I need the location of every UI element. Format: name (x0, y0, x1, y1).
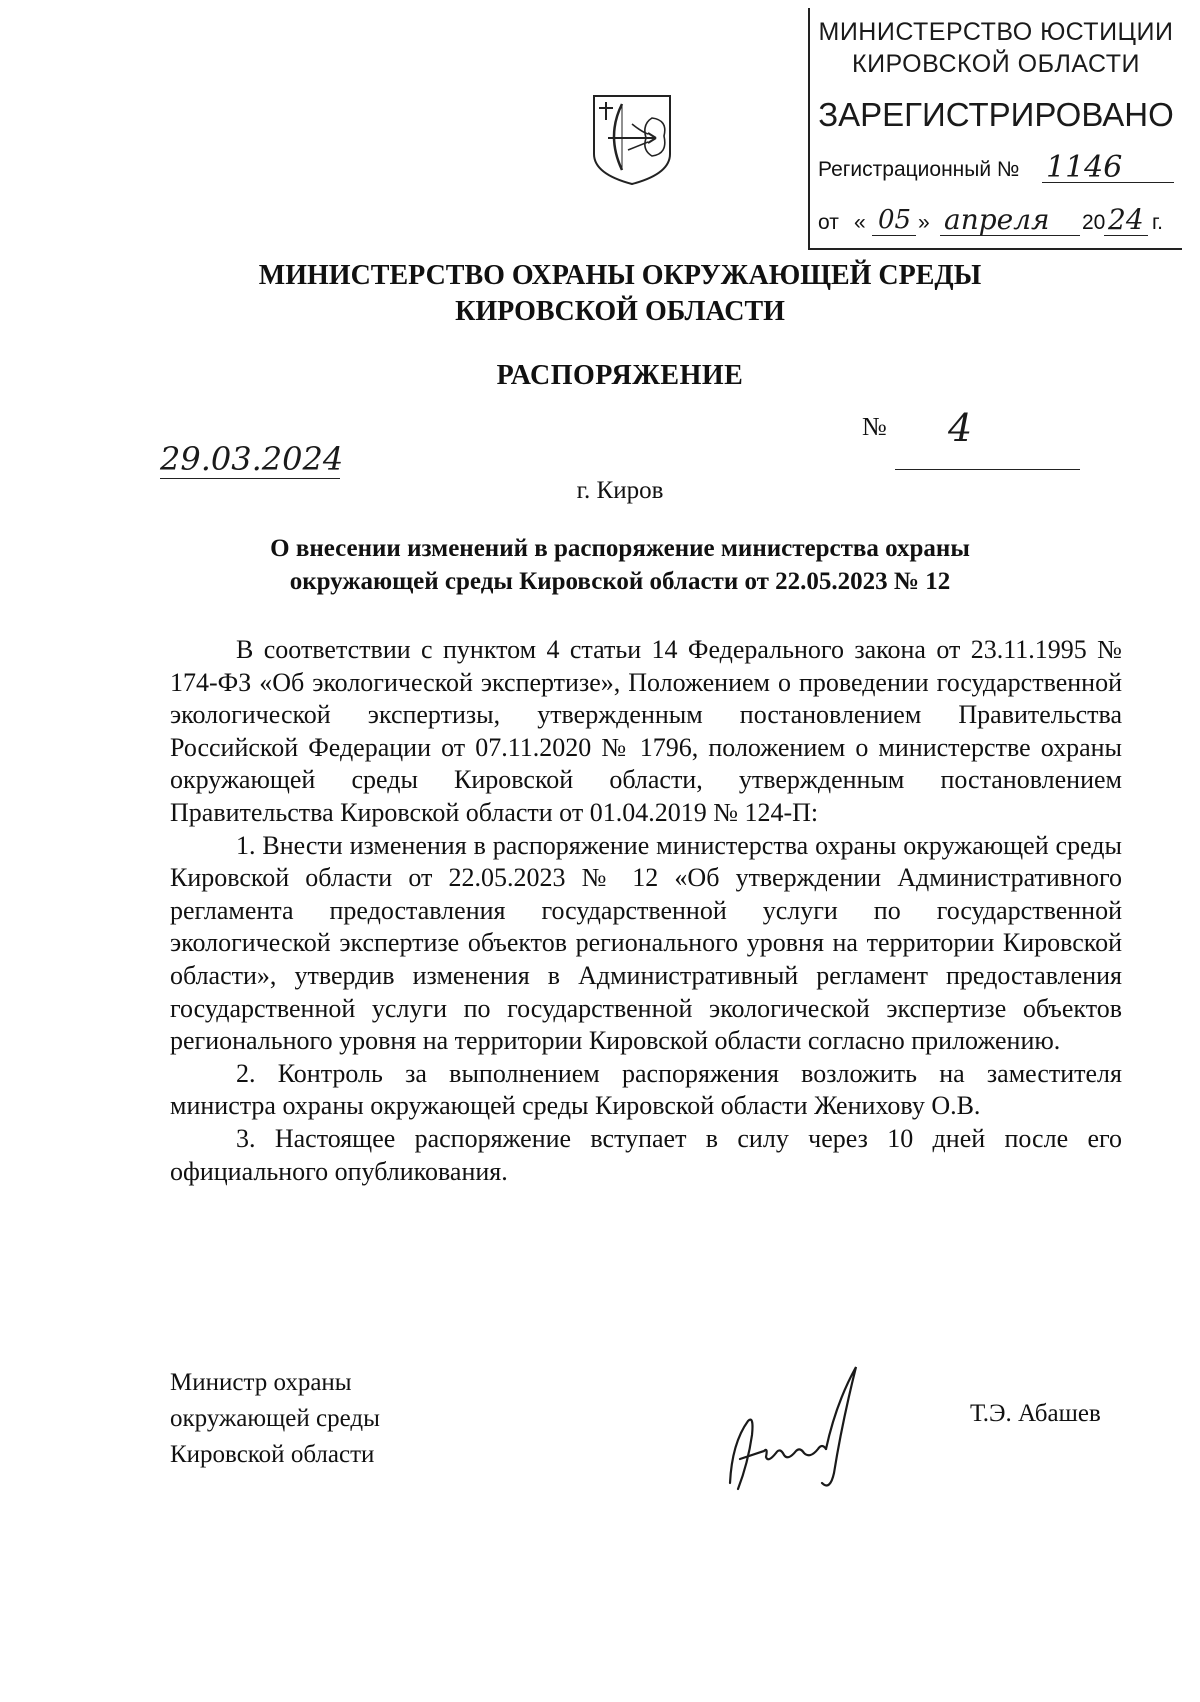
stamp-status: ЗАРЕГИСТРИРОВАНО (818, 96, 1174, 133)
document-number: 4 (948, 406, 973, 450)
document-number-label: № (862, 412, 887, 441)
signatory-position-line1: Министр охраны (170, 1369, 352, 1396)
signatory-name: Т.Э. Абашев (970, 1400, 1101, 1427)
stamp-ministry-line1: МИНИСТЕРСТВО ЮСТИЦИИ (818, 18, 1174, 46)
registration-stamp (808, 8, 1182, 250)
body-item-2: 2. Контроль за выполнением распоряжения возложить на заместителя министра охраны окружающей среды Кировской области Женихову О.В. (170, 1058, 1122, 1121)
stamp-year-prefix: 20 (1082, 211, 1106, 234)
body-preamble: В соответствии с пунктом 4 статьи 14 Федерального закона от 23.11.1995 № 174-ФЗ «Об экологической экспертизе», Положением о проведении государственной экологической экспертизы, утвержденным постановлением Правительства Российской Федерации от 07.11.2020 № 1796, положением о министерстве охраны окружающей среды Кировской области, утвержденным постановлением Правительства Кировской области от 01.04.2019 № 124-П: (170, 635, 1122, 827)
document-type: РАСПОРЯЖЕНИЕ (496, 360, 744, 391)
stamp-day-underline (872, 235, 916, 236)
ministry-name (120, 258, 1120, 330)
handwritten-signature (718, 1363, 868, 1503)
stamp-year-unit: г. (1152, 211, 1163, 234)
body-item-1: 1. Внести изменения в распоряжение министерства охраны окружающей среды Кировской области от 22.05.2023 № 12 «Об утверждении Административного регламента предоставления государственной услуги по государственной экологической экспертизе объектов регионального уровня на территории Кировской области», утвердив изменения в Административный регламент предоставления государственной услуги по государственной экологической экспертизе объектов регионального уровня на территории Кировской области согласно приложению. (170, 830, 1122, 1056)
document-body (170, 634, 1122, 1188)
document-number-underline (895, 469, 1080, 470)
stamp-quote-close: » (918, 211, 930, 234)
signatory-position-line3: Кировской области (170, 1441, 375, 1468)
signatory-position-line2: окружающей среды (170, 1405, 380, 1432)
stamp-ministry-line2: КИРОВСКОЙ ОБЛАСТИ (852, 50, 1140, 78)
stamp-day: 05 (878, 205, 912, 235)
document-subject-line2: окружающей среды Кировской области от 22.05.2023 № 12 (289, 568, 951, 595)
stamp-month-underline (940, 235, 1080, 236)
stamp-reg-number: 1146 (1046, 150, 1123, 185)
stamp-month: апреля (944, 203, 1050, 236)
coat-of-arms-icon (592, 94, 672, 186)
document-subject (160, 532, 1080, 598)
signatory-position (170, 1365, 380, 1473)
stamp-date-prefix: от (818, 211, 839, 234)
document-city: г. Киров (576, 477, 664, 504)
stamp-year-suffix: 24 (1108, 203, 1144, 236)
document-date: 29.03.2024 (160, 440, 344, 478)
stamp-reg-underline (1042, 182, 1174, 183)
ministry-name-line2: КИРОВСКОЙ ОБЛАСТИ (455, 296, 785, 327)
document-subject-line1: О внесении изменений в распоряжение министерства охраны (270, 535, 970, 562)
body-item-3: 3. Настоящее распоряжение вступает в силу через 10 дней после его официального опубликования. (170, 1123, 1122, 1186)
stamp-quote-open: « (854, 211, 866, 234)
stamp-year-underline (1104, 235, 1148, 236)
stamp-reg-label: Регистрационный № (818, 158, 1020, 181)
ministry-name-line1: МИНИСТЕРСТВО ОХРАНЫ ОКРУЖАЮЩЕЙ СРЕДЫ (258, 260, 982, 291)
